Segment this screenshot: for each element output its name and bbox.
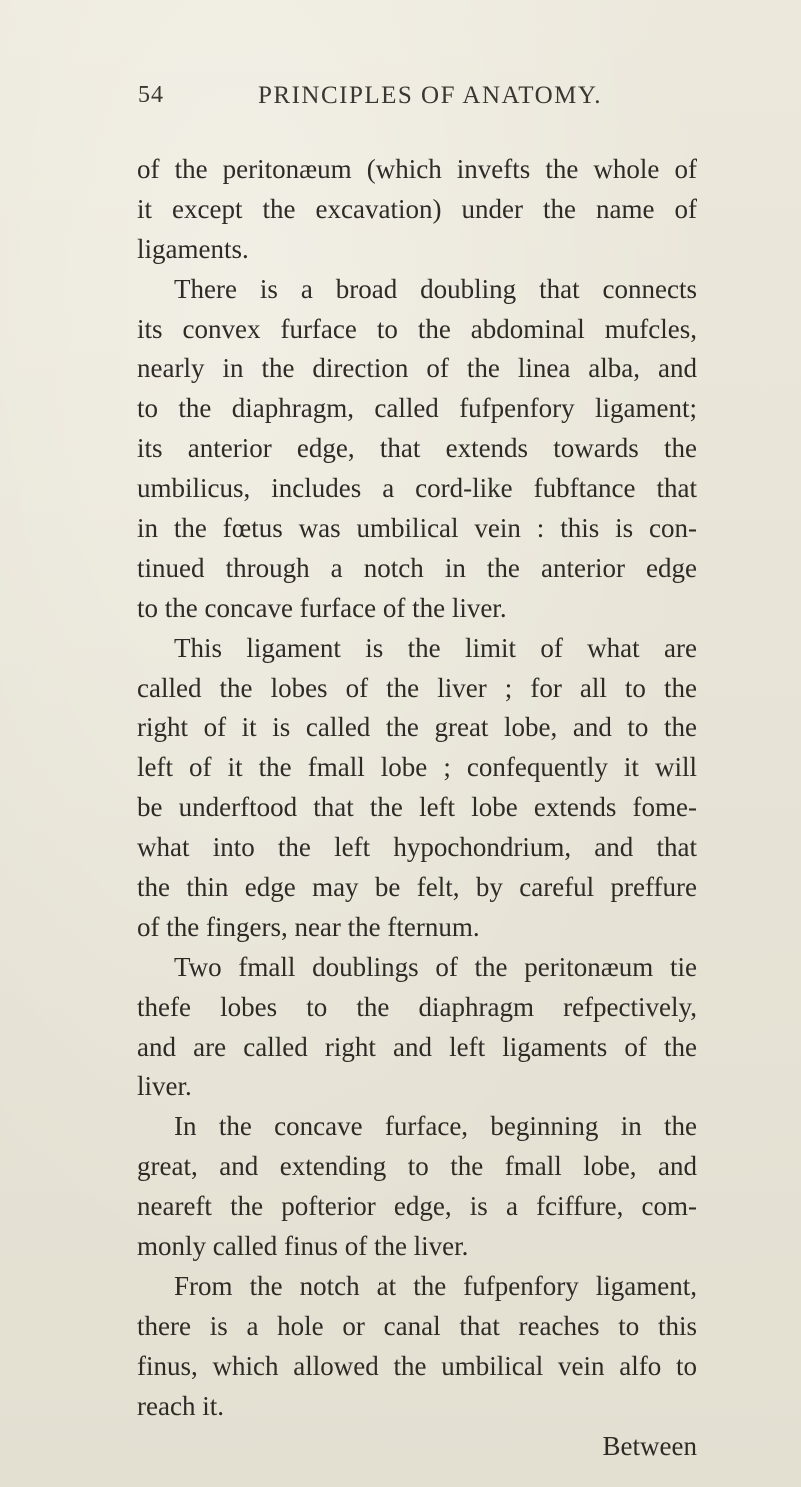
text-line: Two fmall doublings of the peritonæum tie [174,951,697,982]
text-line: liver. [137,1071,192,1102]
text-line: This ligament is the limit of what are [174,632,697,663]
text-line: right of it is called the great lobe, and to the [137,712,697,743]
text-line: it except the excavation) under the name of [137,193,697,224]
text-line: left of it the fmall lobe ; confequently it will [137,752,697,783]
text-line: great, and extending to the fmall lobe, and [137,1151,697,1182]
page-header [0,82,801,122]
text-line: thefe lobes to the diaphragm refpectively, [137,991,697,1022]
text-line: In the concave furface, beginning in the [174,1111,697,1142]
text-line: tinued through a notch in the anterior edge [137,552,697,583]
text-line: to the concave furface of the liver. [137,592,507,623]
catchword: Between [602,1430,697,1461]
text-line: There is a broad doubling that connects [174,273,697,304]
text-line: be underftood that the left lobe extends fome- [137,792,697,823]
text-line: From the notch at the fufpenfory ligament, [174,1270,697,1301]
text-line: its convex furface to the abdominal mufcles, [137,313,697,344]
text-line: monly called finus of the liver. [137,1231,469,1262]
text-line: called the lobes of the liver ; for all to the [137,672,697,703]
text-line: there is a hole or canal that reaches to this [137,1310,697,1341]
text-line: what into the left hypochondrium, and that [137,832,697,863]
text-line: umbilicus, includes a cord-like fubftance that [137,473,697,504]
body-text [137,150,697,1466]
text-line: in the fœtus was umbilical vein : this is con- [137,513,697,544]
text-line: the thin edge may be felt, by careful preffure [137,872,697,903]
text-line: of the fingers, near the fternum. [137,911,480,942]
text-line: ligaments. [137,233,249,264]
text-line: nearly in the direction of the linea alba, and [137,353,697,384]
text-line: finus, which allowed the umbilical vein alfo to [137,1350,697,1381]
running-title: PRINCIPLES OF ANATOMY. [258,82,602,109]
text-line: to the diaphragm, called fufpenfory ligament; [137,393,697,424]
text-line: its anterior edge, that extends towards the [137,433,697,464]
text-line: neareft the pofterior edge, is a fciffure, com- [137,1191,697,1222]
text-line: reach it. [137,1390,224,1421]
text-line: and are called right and left ligaments of the [137,1031,697,1062]
page-number: 54 [138,82,164,108]
text-line: of the peritonæum (which invefts the whole of [137,154,697,184]
